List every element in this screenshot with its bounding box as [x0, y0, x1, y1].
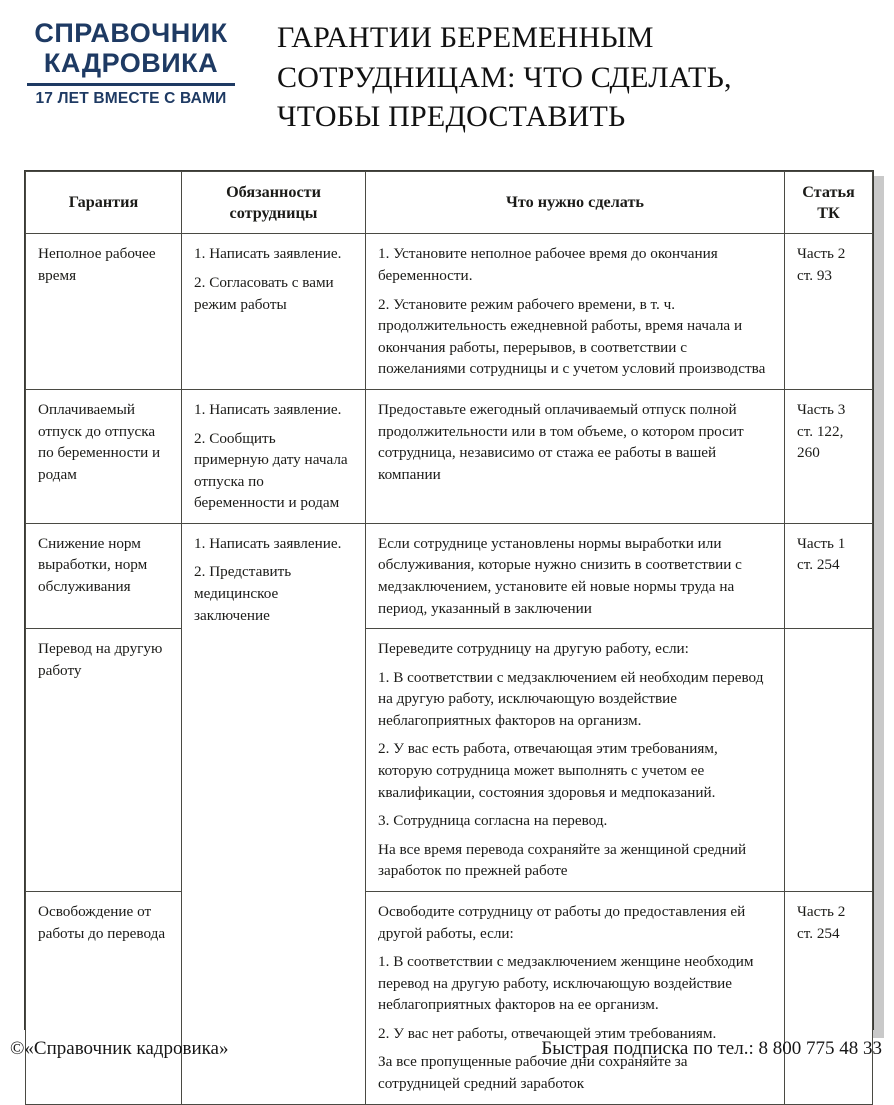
- action-item: 2. У вас есть работа, отвечающая этим требованиям, которую сотрудница может выполнять с учетом ее квалификации, состояния здоровья и медпоказаний.: [378, 740, 718, 801]
- cell-article: [785, 389, 873, 523]
- page-header: [0, 0, 894, 160]
- column-header-duties-line1: Обязанности: [226, 183, 321, 201]
- duty-item: 2. Представить медицинское заключение: [194, 563, 292, 624]
- page-footer: [0, 1038, 894, 1080]
- brand-logo: [27, 18, 235, 108]
- table-row: [26, 389, 873, 523]
- cell-article: [785, 629, 873, 892]
- cell-what-to-do: [366, 389, 785, 523]
- column-header-guarantee: Гарантия: [26, 172, 182, 234]
- column-header-article-line1: Статья: [802, 183, 855, 201]
- table-row: [26, 629, 873, 892]
- table-row: [26, 523, 873, 628]
- duty-item: 1. Написать заявление.: [194, 245, 342, 263]
- cell-guarantee: [26, 234, 182, 389]
- action-note: На все время перевода сохраняйте за женщиной средний заработок по прежней работе: [378, 840, 747, 880]
- logo-title-line1: СПРАВОЧНИК: [34, 18, 228, 48]
- cell-duties: [182, 389, 366, 523]
- guarantee-text: Перевод на другую работу: [38, 640, 163, 679]
- page-title-line1: ГАРАНТИИ БЕРЕМЕННЫМ: [277, 21, 654, 54]
- guarantee-text: Освобождение от работы до перевода: [38, 902, 166, 942]
- duty-item: 2. Сообщить примерную дату начала отпуска по беременности и родам: [194, 429, 348, 512]
- cell-what-to-do: [366, 523, 785, 628]
- action-item: 1. В соответствии с медзаключением женщине необходим перевод на другую работу, исключающую воздействие неблагоприятных факторов на ее организм.: [378, 953, 754, 1014]
- article-reference: Часть 1 ст. 254: [797, 534, 846, 574]
- duty-item: 1. Написать заявление.: [194, 400, 342, 418]
- article-reference: Часть 2 ст. 93: [797, 245, 846, 285]
- action-item: 2. Установите режим рабочего времени, в т. ч. продолжительность ежедневной работы, время начала и окончания работы, перерывов, в соответствии с пожеланиями сотрудницы и с учетом условий производства: [378, 295, 766, 378]
- page-title: [277, 18, 877, 137]
- action-item: 1. В соответствии с медзаключением ей необходим перевод на другую работу, исключающую воздействие неблагоприятных факторов на организм.: [378, 668, 764, 729]
- footer-subscription: Быстрая подписка по тел.: 8 800 775 48 33: [541, 1038, 882, 1059]
- column-header-what-to-do: Что нужно сделать: [366, 172, 785, 234]
- action-item: 1. Установите неполное рабочее время до окончания беременности.: [378, 245, 718, 285]
- article-reference: Часть 3 ст. 122, 260: [797, 400, 846, 462]
- column-header-duties: [182, 172, 366, 234]
- logo-title-line2: КАДРОВИКА: [43, 48, 219, 79]
- cell-duties-merged: [182, 523, 366, 1104]
- column-header-article: [785, 172, 873, 234]
- action-note: За все пропущенные рабочие дни сохраняйте за сотрудницей средний заработок: [378, 1053, 688, 1092]
- action-intro: Освободите сотрудницу от работы до предоставления ей другой работы, если:: [378, 902, 746, 942]
- page-title-line3: ЧТОБЫ ПРЕДОСТАВИТЬ: [277, 100, 626, 134]
- cell-article: [785, 234, 873, 389]
- action-item: 2. У вас нет работы, отвечающей этим требованиям.: [378, 1024, 717, 1042]
- table-header-row: [26, 172, 873, 234]
- action-item: Предоставьте ежегодный оплачиваемый отпуск полной продолжительности или в том объеме, о котором просит сотрудница, независимо от стажа ее работы в вашей компании: [378, 400, 744, 483]
- cell-what-to-do: [366, 629, 785, 892]
- guarantees-table: [25, 171, 873, 1105]
- logo-tagline: 17 ЛЕТ ВМЕСТЕ С ВАМИ: [35, 90, 227, 108]
- cell-guarantee: [26, 389, 182, 523]
- logo-divider: [27, 83, 235, 86]
- article-reference: Часть 2 ст. 254: [797, 902, 846, 942]
- cell-guarantee: [26, 629, 182, 892]
- column-header-article-line2: ТК: [817, 203, 840, 222]
- cell-article: [785, 523, 873, 628]
- action-item: Если сотруднице установлены нормы выработки или обслуживания, которые нужно снизить в соответствии с медзаключением, установите ей новые нормы труда на период, указанный в заключении: [378, 534, 742, 617]
- cell-what-to-do: [366, 234, 785, 389]
- cell-duties: [182, 234, 366, 389]
- duty-item: 2. Согласовать с вами режим работы: [194, 274, 334, 313]
- guarantee-text: Снижение норм выработки, норм обслуживания: [38, 534, 148, 595]
- action-intro: Переведите сотрудницу на другую работу, если:: [378, 640, 689, 658]
- table-row: [26, 234, 873, 389]
- footer-copyright: ©«Справочник кадровика»: [10, 1038, 229, 1059]
- duty-item: 1. Написать заявление.: [194, 534, 342, 552]
- column-header-duties-line2: сотрудницы: [229, 203, 318, 222]
- guarantee-text: Неполное рабочее время: [38, 245, 156, 285]
- guarantee-text: Оплачиваемый отпуск до отпуска по беременности и родам: [38, 400, 161, 483]
- cell-guarantee: [26, 523, 182, 628]
- table-body: [26, 234, 873, 1104]
- table-header: [26, 172, 873, 234]
- page-title-line2: СОТРУДНИЦАМ: ЧТО СДЕЛАТЬ,: [277, 60, 732, 94]
- action-item: 3. Сотрудница согласна на перевод.: [378, 812, 608, 830]
